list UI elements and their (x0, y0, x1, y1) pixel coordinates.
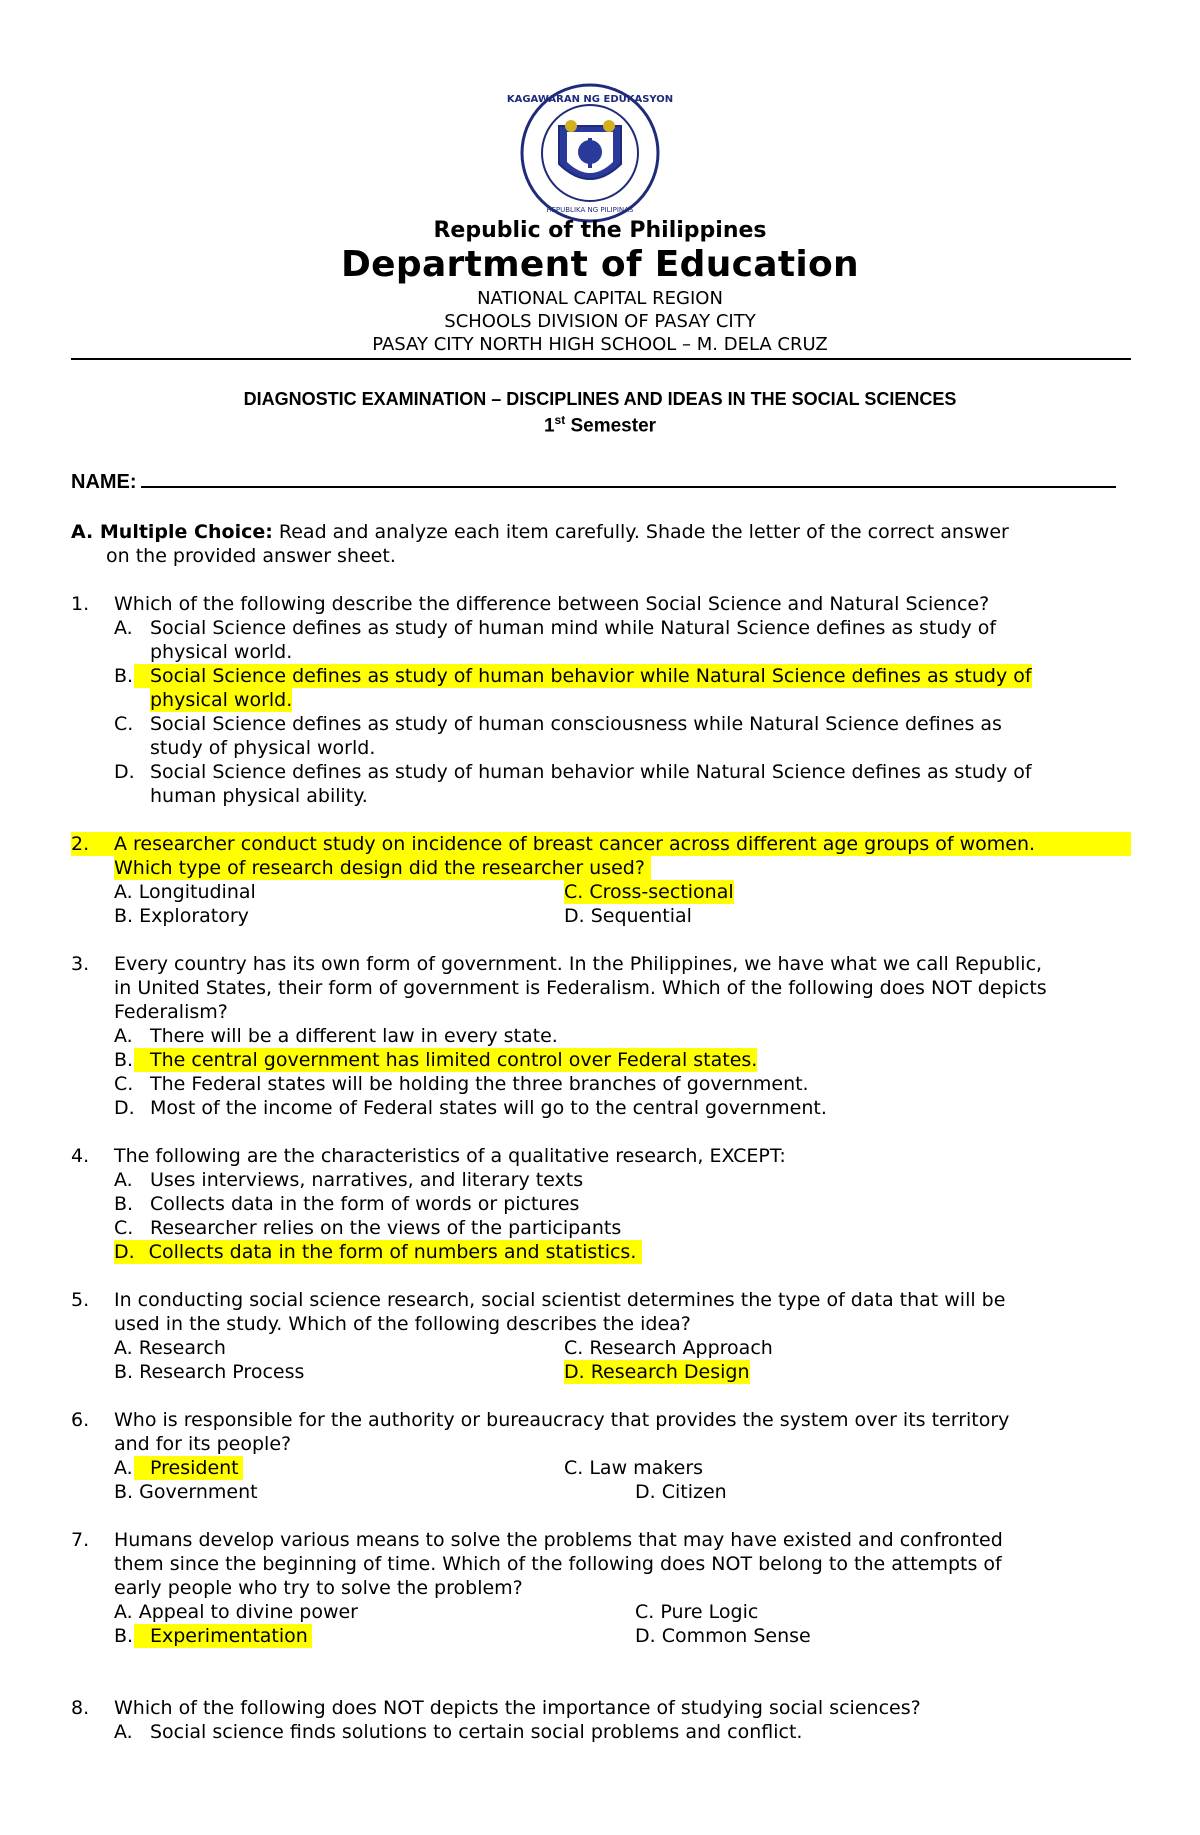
q3-option-c: The Federal states will be holding the three branches of government. (150, 1073, 809, 1095)
q2-stem-line-1 (71, 832, 1131, 856)
name-label: NAME: (71, 471, 137, 493)
semester-suffix: st (554, 413, 566, 427)
q6-option-c: C. Law makers (564, 1457, 704, 1479)
q4-option-d-answer (114, 1240, 642, 1264)
q3-option-letter: A. (114, 1025, 133, 1047)
q1-number: 1. (71, 593, 90, 615)
q2-option-c-answer: C. Cross-sectional (564, 881, 734, 903)
q5-stem: In conducting social science research, social scientist determines the type of data that will be (114, 1289, 1006, 1311)
q6-option-d: D. Citizen (635, 1481, 727, 1503)
republic-heading: Republic of the Philippines (433, 218, 767, 243)
q6-stem: Who is responsible for the authority or bureaucracy that provides the system over its territory (114, 1409, 1010, 1431)
q1-stem: Which of the following describe the difference between Social Science and Natural Science? (114, 593, 990, 615)
q3-stem-cont: Federalism? (114, 1001, 228, 1023)
header-divider (71, 358, 1131, 360)
q5-option-d-answer: D. Research Design (564, 1361, 750, 1383)
q6-option-b: B. Government (114, 1481, 258, 1503)
q6-number: 6. (71, 1409, 90, 1431)
q1-option-letter: C. (114, 713, 134, 735)
name-blank[interactable] (141, 468, 1116, 488)
q1-option-d: Social Science defines as study of human behavior while Natural Science defines as study of (150, 761, 1032, 783)
q7-stem-cont: early people who try to solve the problem? (114, 1577, 523, 1599)
q8-stem: Which of the following does NOT depicts the importance of studying social sciences? (114, 1697, 921, 1719)
q6-stem-cont: and for its people? (114, 1433, 292, 1455)
q7-stem: Humans develop various means to solve the problems that may have existed and confronted (114, 1529, 1003, 1551)
department-heading: Department of Education (341, 244, 859, 285)
q3-option-b-answer: The central government has limited control over Federal states. (134, 1048, 757, 1072)
q3-option-d: Most of the income of Federal states will go to the central government. (150, 1097, 827, 1119)
q2-stem-line-2: Which type of research design did the researcher used? (114, 856, 651, 880)
svg-text:REPUBLIKA NG PILIPINAS: REPUBLIKA NG PILIPINAS (546, 206, 634, 214)
q7-option-d: D. Common Sense (635, 1625, 811, 1647)
svg-text:KAGAWARAN NG EDUKASYON: KAGAWARAN NG EDUKASYON (506, 94, 674, 105)
q1-option-b-cont: physical world. (150, 689, 293, 711)
q1-option-c: Social Science defines as study of human consciousness while Natural Science defines as (150, 713, 1002, 735)
q1-option-letter: A. (114, 617, 133, 639)
q3-option-letter: B. (114, 1049, 134, 1071)
q5-number: 5. (71, 1289, 90, 1311)
q1-option-letter: B. (114, 665, 134, 687)
q2-option-d: D. Sequential (564, 905, 692, 927)
instructions-line-1 (71, 520, 1009, 544)
semester-number: 1 (543, 415, 555, 437)
q4-option-c: Researcher relies on the views of the participants (150, 1217, 622, 1239)
semester-label (0, 413, 1200, 437)
q1-option-d-cont: human physical ability. (150, 785, 368, 807)
q2-number: 2. (71, 833, 90, 855)
q5-option-a: A. Research (114, 1337, 226, 1359)
q2-option-b: B. Exploratory (114, 905, 249, 927)
q4-option-letter: A. (114, 1169, 133, 1191)
q1-option-a-cont: physical world. (150, 641, 293, 663)
instructions-line-2: on the provided answer sheet. (106, 545, 396, 567)
q8-option-letter: A. (114, 1721, 133, 1743)
q7-stem-cont: them since the beginning of time. Which of the following does NOT belong to the attempts of (114, 1553, 1002, 1575)
q1-option-b-answer: Social Science defines as study of human behavior while Natural Science defines as study of (134, 664, 1032, 688)
deped-seal-logo (506, 82, 674, 224)
q4-option-d-text: Collects data in the form of numbers and statistics. (148, 1241, 637, 1263)
name-field[interactable] (71, 468, 1116, 494)
q3-option-letter: C. (114, 1073, 134, 1095)
q4-option-letter: D. (114, 1241, 135, 1263)
q5-option-c: C. Research Approach (564, 1337, 773, 1359)
q8-number: 8. (71, 1697, 90, 1719)
q3-stem: Every country has its own form of government. In the Philippines, we have what we call Republic, (114, 953, 1043, 975)
q2-option-a: A. Longitudinal (114, 881, 256, 903)
division-heading: SCHOOLS DIVISION OF PASAY CITY (444, 311, 756, 332)
q4-stem: The following are the characteristics of a qualitative research, EXCEPT: (114, 1145, 786, 1167)
q5-stem-cont: used in the study. Which of the following describes the idea? (114, 1313, 691, 1335)
school-heading: PASAY CITY NORTH HIGH SCHOOL – M. DELA CRUZ (372, 334, 828, 355)
q3-option-a: There will be a different law in every state. (150, 1025, 558, 1047)
q4-option-a: Uses interviews, narratives, and literary texts (150, 1169, 584, 1191)
q6-option-a-answer: President (134, 1456, 243, 1480)
exam-title: DIAGNOSTIC EXAMINATION – DISCIPLINES AND IDEAS IN THE SOCIAL SCIENCES (243, 389, 957, 409)
instructions-label: A. Multiple Choice: (71, 521, 273, 543)
q1-option-letter: D. (114, 761, 135, 783)
q7-option-b-answer: Experimentation (134, 1624, 312, 1648)
q3-stem-cont: in United States, their form of government is Federalism. Which of the following does NOT depicts (114, 977, 1047, 999)
q7-option-letter: B. (114, 1625, 134, 1647)
q7-option-a: A. Appeal to divine power (114, 1601, 358, 1623)
q6-option-letter: A. (114, 1457, 133, 1479)
q4-option-letter: C. (114, 1217, 134, 1239)
region-heading: NATIONAL CAPITAL REGION (477, 288, 723, 309)
q5-option-b: B. Research Process (114, 1361, 305, 1383)
q8-option-a: Social science finds solutions to certain social problems and conflict. (150, 1721, 803, 1743)
q3-number: 3. (71, 953, 90, 975)
instructions-text: Read and analyze each item carefully. Shade the letter of the correct answer (272, 521, 1009, 543)
q4-number: 4. (71, 1145, 90, 1167)
q4-option-letter: B. (114, 1193, 134, 1215)
q7-option-c: C. Pure Logic (635, 1601, 759, 1623)
q7-number: 7. (71, 1529, 90, 1551)
q1-option-c-cont: study of physical world. (150, 737, 376, 759)
q2-stem: A researcher conduct study on incidence of breast cancer across different age groups of women. (114, 833, 1036, 855)
q1-option-a: Social Science defines as study of human mind while Natural Science defines as study of (150, 617, 997, 639)
q3-option-letter: D. (114, 1097, 135, 1119)
semester-word: Semester (565, 415, 657, 437)
q4-option-b: Collects data in the form of words or pictures (150, 1193, 580, 1215)
